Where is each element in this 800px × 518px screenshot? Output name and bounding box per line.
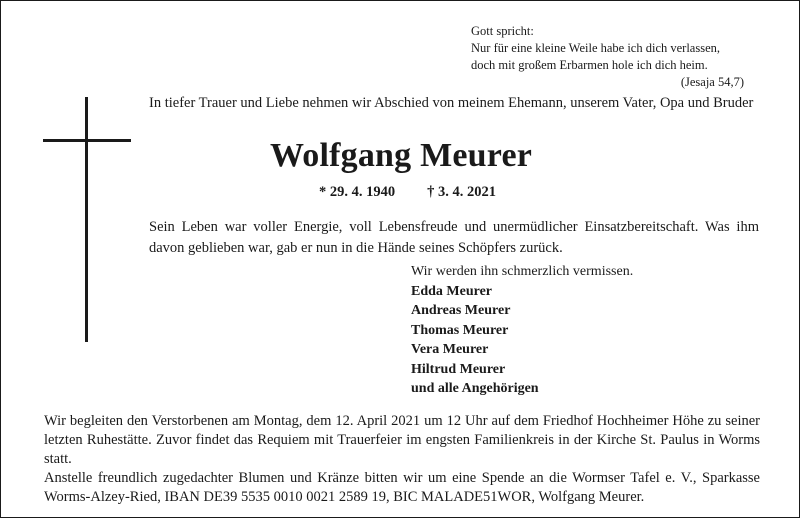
death-date: † 3. 4. 2021 — [427, 184, 496, 200]
intro-text: In tiefer Trauer und Liebe nehmen wir Abschied von meinem Ehemann, unserem Vater, Opa und Bruder — [149, 95, 754, 111]
funeral-details: Wir begleiten den Verstorbenen am Montag, dem 12. April 2021 um 12 Uhr auf dem Friedhof Hochheimer Höhe zu seiner letzten Ruhestätte. Zuvor findet das Requiem mit Trauerfeier im engsten Familienkreis in der Kirche St. Paulus in Worms statt. — [44, 413, 760, 467]
verse-line: Gott spricht: — [471, 24, 534, 38]
bible-verse — [471, 23, 771, 91]
cross-icon — [85, 97, 88, 342]
mourner-name: Andreas Meurer — [411, 303, 511, 318]
mourners-intro: Wir werden ihn schmerzlich vermissen. — [411, 264, 634, 279]
birth-date: * 29. 4. 1940 — [319, 184, 396, 200]
donation-request: Anstelle freundlich zugedachter Blumen und Kränze bitten wir um eine Spende an die Wormser Tafel e. V., Sparkasse Worms-Alzey-Ried, IBAN DE39 5535 0010 0021 2589 19, BIC MALADE51WOR, Wolfgang Meurer. — [44, 470, 760, 505]
mourners-list — [411, 262, 633, 399]
tribute-text: Sein Leben war voller Energie, voll Lebensfreude und unermüdlicher Einsatzbereitschaft. Was ihm davon geblieben war, gab er nun in die Hände seines Schöpfers zurück. — [149, 219, 759, 256]
verse-line: Nur für eine kleine Weile habe ich dich verlassen, — [471, 41, 721, 55]
service-info — [44, 412, 760, 507]
mourner-name: Thomas Meurer — [411, 322, 509, 338]
mourner-name: Edda Meurer — [411, 283, 493, 299]
verse-line: doch mit großem Erbarmen hole ich dich heim. — [471, 58, 708, 72]
verse-reference: (Jesaja 54,7) — [680, 75, 744, 89]
mourner-name: Vera Meurer — [411, 342, 489, 357]
mourner-name: und alle Angehörigen — [411, 381, 539, 396]
mourner-name: Hiltrud Meurer — [411, 361, 506, 377]
life-dates — [319, 184, 496, 201]
deceased-name: Wolfgang Meurer — [269, 137, 533, 174]
